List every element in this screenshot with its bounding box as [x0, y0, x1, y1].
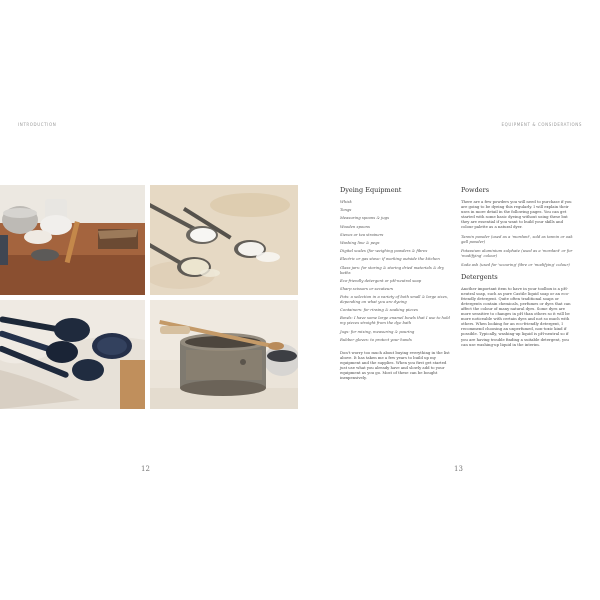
powder-item: Soda ash (used for 'scouring' fibre or 'modifying' colour)	[461, 261, 570, 267]
photo-ladles-enamel	[0, 300, 145, 409]
page-number-right: 13	[454, 465, 463, 473]
equipment-item: Wooden spoons	[340, 223, 370, 229]
running-head-right: EQUIPMENT & CONSIDERATIONS	[501, 122, 582, 127]
equipment-item: Digital scales (for weighing powders & fibres	[340, 248, 428, 254]
ladles-enamel-image	[0, 300, 145, 409]
equipment-item: Pots: a selection in a variety of both small & large sizes, depending on what you are dyeing	[340, 294, 449, 305]
photo-spoons-powders	[150, 185, 298, 295]
equipment-item: Sharp scissors or secateurs	[340, 285, 394, 291]
spoons-powders-image	[150, 185, 298, 295]
equipment-item: Rubber gloves: to protect your hands	[340, 336, 412, 342]
equipment-item: Whisk	[340, 199, 352, 204]
pot-spoon-image	[150, 300, 298, 409]
powders-intro-paragraph: There are a few powders you will need to purchase if you are going to be dyeing this regularly. I will explain their uses in more detail in the following pages. You can get started with some basic dyeing without using these but they are essential if you want to build your skills and colour palette as a natural dyer.	[461, 199, 572, 230]
equipment-item: Containers: for rinsing & soaking pieces	[340, 307, 418, 313]
equipment-item: Sieves or tea strainers	[340, 231, 384, 237]
equipment-closing-paragraph: Don't worry too much about buying everything in the list above. It has taken me a few years to build up my equipment and the supplies. When you first get started just use what you already have and slowly add to your equipment as you go. Most of these can be bought inexpensively.	[340, 349, 450, 381]
equipment-item: Glass jars: for storing & storing dried materials & dry baths	[340, 264, 444, 275]
photo-equipment-table	[0, 185, 145, 295]
page-number-left: 12	[141, 465, 150, 473]
powders-heading: Powders	[461, 186, 490, 194]
powders-detergents-column	[461, 186, 573, 351]
photo-pot-spoon	[150, 300, 298, 409]
equipment-item: Bowls: I have some large enamel bowls that I use to hold my pieces straight from the dye bath	[340, 315, 450, 326]
equipment-item: Electric or gas stove: if working outside the kitchen	[340, 256, 440, 262]
dyeing-equipment-column	[340, 186, 450, 384]
equipment-table-image	[0, 185, 145, 295]
powder-item: Tannin powder (used as a 'mordant', sold as tannin or oak gall powder)	[461, 233, 573, 244]
equipment-list	[340, 199, 450, 342]
equipment-item: Measuring spoons & jugs	[340, 215, 390, 221]
equipment-item: Jugs: for mixing, measuring & pouring	[340, 328, 415, 334]
running-head-left: INTRODUCTION	[18, 122, 57, 127]
equipment-item: Washing line & pegs	[340, 239, 380, 245]
dyeing-equipment-heading: Dyeing Equipment	[340, 186, 402, 194]
powder-item: Potassium aluminium sulphate (used as a 'mordant' or for 'modifying' colour)	[461, 247, 573, 258]
equipment-item: Eco-friendly detergent or pH-neutral soap	[340, 277, 422, 283]
equipment-item: Tongs	[340, 207, 352, 213]
detergents-heading: Detergents	[461, 272, 498, 281]
detergents-paragraph: Another important item to have in your toolbox is a pH-neutral soap, such as pure Castile liquid soap or an eco-friendly detergent. Quite often traditional soaps or detergents contain chemicals, perfumes or dyes that can affect the colour of many natural dyes. Some dyes are more sensitive to changes in pH than others so it will be more noticeable with certain dyes and not so much with others. When looking for an eco-friendly detergent, I recommend choosing an unperfumed, non-toxic kind if possible. Typically, washing-up liquid is pH-neutral so if you are having trouble finding a suitable detergent, you can use washing-up liquid in the interim.	[461, 285, 571, 347]
